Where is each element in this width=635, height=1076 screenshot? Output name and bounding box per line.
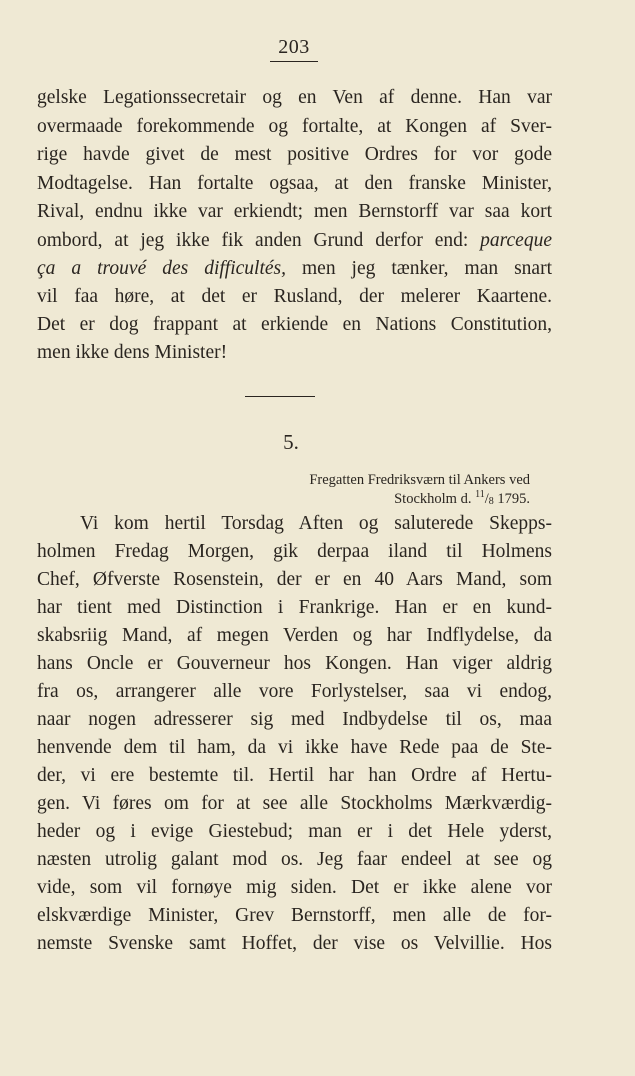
date-day: 11 [475, 489, 485, 500]
page-number: 203 [278, 36, 310, 58]
section-divider [245, 396, 315, 397]
section-number: 5. [283, 430, 299, 454]
date-month: 8 [488, 496, 494, 507]
text-line: gelske Legationssecretair og en Ven af denne. Han var [37, 87, 552, 108]
dateline-line-2: Stockholm d. $^{11}/_8$ 1795. [394, 489, 530, 507]
text-line: vide, som vil fornøye mig siden. Det er ikke alene vor [37, 877, 552, 898]
text-line: men ikke dens Minister! [37, 342, 228, 363]
italic-phrase: ça a trouvé des difficultés, [37, 258, 286, 279]
page-number-rule [270, 61, 318, 62]
text-line: Rival, endnu ikke var erkiendt; men Bernstorff var saa kort [37, 201, 552, 222]
text-line: vil faa høre, at det er Rusland, der melerer Kaartene. [37, 286, 552, 307]
text-segment: men jeg tænker, man snart [286, 258, 552, 279]
text-line: hans Oncle er Gouverneur hos Kongen. Han viger aldrig [37, 653, 552, 674]
dateline-year: 1795. [493, 491, 530, 507]
text-line: Chef, Øfverste Rosenstein, der er en 40 Aars Mand, som [37, 569, 552, 590]
text-line: Det er dog frappant at erkiende en Nations Constitution, [37, 314, 552, 335]
text-line: holmen Fredag Morgen, gik derpaa iland til Holmens [37, 541, 552, 562]
text-line: heder og i evige Giestebud; man er i det Hele yderst, [37, 821, 552, 842]
text-line: Vi kom hertil Torsdag Aften og saluterede Skepps- [80, 513, 552, 534]
text-line: nemste Svenske samt Hoffet, der vise os Velvillie. Hos [37, 933, 552, 954]
text-segment: ombord, at jeg ikke fik anden Grund derfor end: [37, 230, 481, 251]
text-line: rige havde givet de mest positive Ordres for vor gode [37, 144, 552, 165]
text-line: fra os, arrangerer alle vore Forlystelser, saa vi endog, [37, 681, 552, 702]
text-line [37, 227, 552, 255]
text-line: der, vi ere bestemte til. Hertil har han Ordre af Hertu- [37, 765, 552, 786]
dateline-prefix: Stockholm d. [394, 491, 476, 507]
text-line: har tient med Distinction i Frankrige. Han er en kund- [37, 597, 552, 618]
text-line: elskværdige Minister, Grev Bernstorff, men alle de for- [37, 905, 552, 926]
text-line: gen. Vi føres om for at see alle Stockholms Mærkværdig- [37, 793, 552, 814]
italic-phrase: parceque [480, 230, 552, 251]
text-line: naar nogen adresserer sig med Indbydelse til os, maa [37, 709, 552, 730]
text-line: henvende dem til ham, da vi ikke have Rede paa de Ste- [37, 737, 552, 758]
text-line: Modtagelse. Han fortalte ogsaa, at den franske Minister, [37, 173, 552, 194]
text-line: næsten utrolig galant mod os. Jeg faar endeel at see og [37, 849, 552, 870]
dateline-line-1: Fregatten Fredriksværn til Ankers ved [309, 472, 530, 488]
text-line [37, 255, 552, 283]
text-line: skabsriig Mand, af megen Verden og har Indflydelse, da [37, 625, 552, 646]
text-line: overmaade forekommende og fortalte, at Kongen af Sver- [37, 116, 552, 137]
